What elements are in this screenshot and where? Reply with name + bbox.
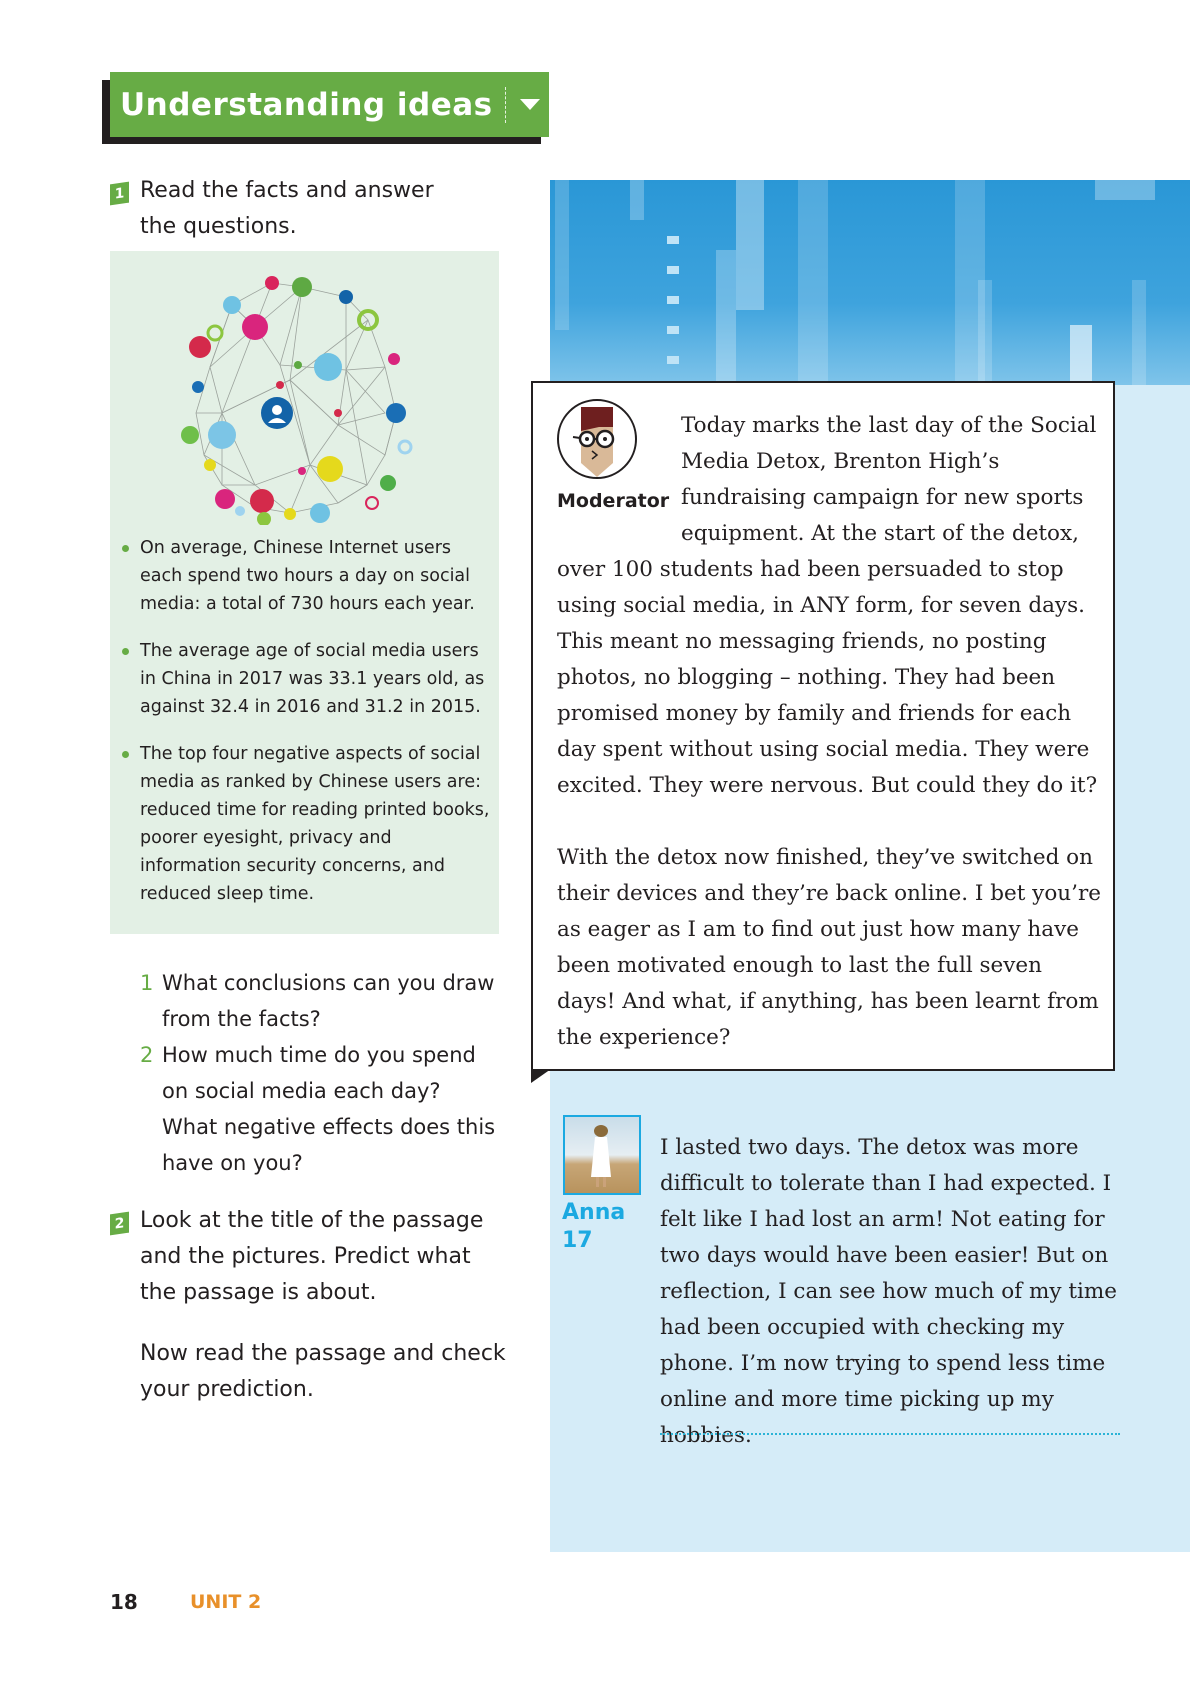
exercise-2-followup: Now read the passage and check your prediction.: [140, 1341, 506, 1402]
question-number: 2: [140, 1043, 154, 1067]
banner-dash: [667, 326, 679, 334]
section-header: [110, 72, 549, 137]
question-text: What conclusions can you draw from the facts?: [162, 971, 495, 1031]
moderator-name: Moderator: [557, 490, 670, 512]
section-title: Understanding ideas: [120, 86, 493, 123]
banner-dash: [667, 236, 679, 244]
moderator-paragraph-2: With the detox now finished, they’ve switched on their devices and they’re back online. I bet you’re as eager as I am to find out just how many have been motivated enough to last the full seven days! And what, if anything, has been learnt from the experience?: [557, 845, 1101, 1050]
triangle-down-icon: [520, 99, 540, 110]
poster-name: Anna: [562, 1200, 626, 1225]
question-list: [140, 965, 500, 1181]
fact-item: The top four negative aspects of social media as ranked by Chinese users are: reduced time for reading printed books, poorer eyesight, privacy and information security concerns, and reduced sleep time.: [120, 740, 495, 908]
fact-item: On average, Chinese Internet users each spend two hours a day on social media: a total of 730 hours each year.: [120, 534, 495, 618]
fact-item: The average age of social media users in China in 2017 was 33.1 years old, as against 32.4 in 2016 and 31.2 in 2015.: [120, 637, 495, 721]
facts-list: [120, 534, 495, 927]
question-item: [140, 1037, 500, 1181]
question-number: 1: [140, 971, 154, 995]
question-text: How much time do you spend on social media each day? What negative effects does this have on you?: [162, 1043, 496, 1175]
speech-tail: [531, 1069, 551, 1083]
moderator-face-icon: [559, 401, 635, 477]
poster-age: 17: [562, 1228, 593, 1253]
banner-image: [550, 180, 1190, 385]
question-item: [140, 965, 500, 1037]
moderator-intro-text: Today marks the last day of the Social Media Detox, Brenton High’s fundraising campaign for new sports equipment. At the start of the detox,: [681, 413, 1097, 546]
poster-name-age: [562, 1199, 625, 1255]
banner-dash: [667, 266, 679, 274]
exercise-number-2: 2: [110, 1212, 129, 1236]
girl-in-field-image: [565, 1117, 639, 1193]
header-divider: [505, 87, 506, 123]
anna-post-text: I lasted two days. The detox was more difficult to tolerate than I had expected. I felt like I had lost an arm! Not eating for two days would have been easier! But on reflection, I can see how much of my time had been occupied with checking my phone. I’m now trying to spend less time online and more time picking up my hobbies.: [660, 1135, 1117, 1448]
exercise-1-instruction: Read the facts and answer the questions.: [140, 178, 434, 239]
moderator-avatar: [557, 399, 637, 479]
exercise-number-1: 1: [110, 182, 129, 206]
anna-avatar: [563, 1115, 641, 1195]
post-divider: [660, 1433, 1120, 1435]
banner-dash: [667, 356, 679, 364]
unit-label: UNIT 2: [190, 1591, 262, 1613]
page-number: 18: [110, 1590, 138, 1614]
exercise-2-instruction: Look at the title of the passage and the pictures. Predict what the passage is about.: [140, 1208, 484, 1305]
banner-dash: [667, 296, 679, 304]
moderator-paragraph-1: over 100 students had been persuaded to stop using social media, in ANY form, for seven days. This meant no messaging friends, no posting photos, no blogging – nothing. They had been promised money by family and friends for each day spent without using social media. They were excited. They were nervous. But could they do it?: [557, 557, 1098, 798]
social-network-globe-icon: [160, 265, 420, 525]
